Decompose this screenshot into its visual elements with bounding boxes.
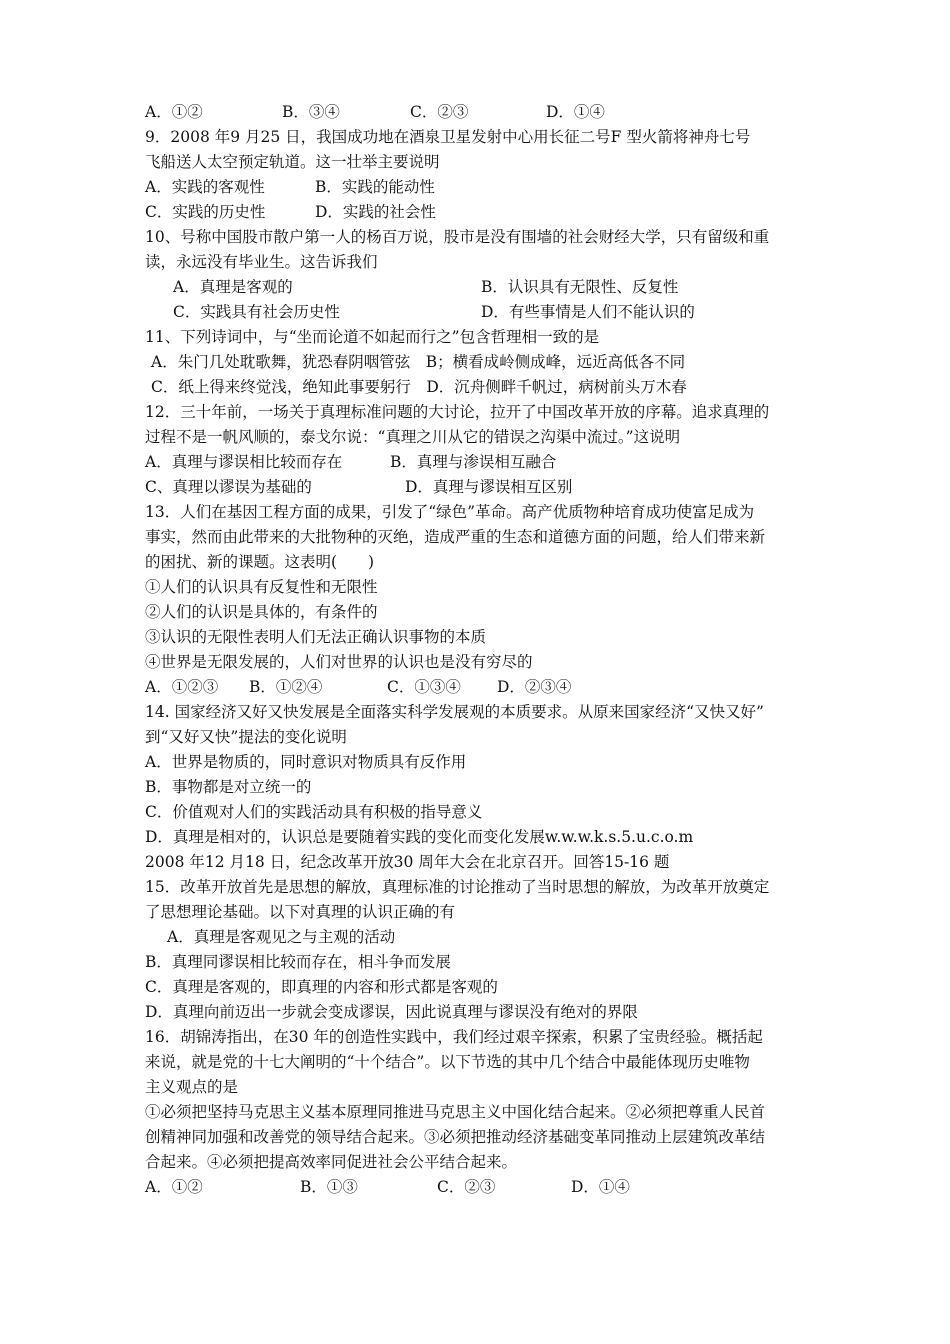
q10-options-ab — [145, 275, 825, 300]
q11-options-ab: A．朱门几处耽歌舞，犹恐春阴咽管弦 B；横看成岭侧成峰，远近高低各不同 — [151, 353, 686, 371]
q8-option-a: A．①② — [145, 103, 203, 121]
q16-stem-line-2: 来说，就是党的十七大阐明的“十个结合”。以下节选的其中几个结合中最能体现历史唯物 — [145, 1053, 750, 1071]
q16-options — [145, 1175, 825, 1200]
q8-option-d: D．①④ — [546, 103, 605, 121]
q9-option-b: B．实践的能动性 — [315, 178, 435, 196]
q8-options — [145, 100, 825, 125]
q8-option-b: B．③④ — [282, 103, 340, 121]
q15-option-d: D．真理向前迈出一步就会变成谬误，因此说真理与谬误没有绝对的界限 — [145, 1003, 638, 1021]
q16-body-line-3: 合起来。④必须把提高效率同促进社会公平结合起来。 — [145, 1153, 518, 1171]
q14-option-a: A．世界是物质的，同时意识对物质具有反作用 — [145, 753, 467, 771]
q9-options-ab — [145, 175, 825, 200]
q13-item-3: ③认识的无限性表明人们无法正确认识事物的本质 — [145, 628, 487, 646]
intro-15-16: 2008 年12 月18 日，纪念改革开放30 周年大会在北京召开。回答15-16 题 — [145, 853, 670, 871]
q9-options-cd — [145, 200, 825, 225]
q11-stem: 11、下列诗词中，与“坐而论道不如起而行之”包含哲理相一致的是 — [145, 328, 600, 346]
q13-item-4: ④世界是无限发展的，人们对世界的认识也是没有穷尽的 — [145, 653, 533, 671]
q16-stem-line-3: 主义观点的是 — [145, 1078, 239, 1096]
q14-option-d: D．真理是相对的，认识总是要随着实践的变化而变化发展w.w.w.k.s.5.u.c.o.m — [145, 828, 694, 846]
q12-option-a: A．真理与谬误相比较而存在 — [145, 453, 343, 471]
q14-option-b: B．事物都是对立统一的 — [145, 778, 312, 796]
q15-option-c: C．真理是客观的，即真理的内容和形式都是客观的 — [145, 978, 498, 996]
q12-stem-line-1: 12．三十年前，一场关于真理标准问题的大讨论，拉开了中国改革开放的序幕。追求真理的 — [145, 403, 770, 421]
q16-body-line-1: ①必须把坚持马克思主义基本原理同推进马克思主义中国化结合起来。②必须把尊重人民首 — [145, 1103, 766, 1121]
q9-option-d: D．实践的社会性 — [315, 203, 436, 221]
question-list — [145, 100, 825, 1200]
q16-option-b: B．①③ — [300, 1178, 358, 1196]
q16-option-c: C．②③ — [437, 1178, 496, 1196]
q12-options-cd — [145, 475, 825, 500]
q12-option-d: D．真理与谬误相互区别 — [405, 478, 573, 496]
q10-options-cd — [145, 300, 825, 325]
q15-option-a: A．真理是客观见之与主观的活动 — [167, 928, 396, 946]
q13-item-2: ②人们的认识是具体的，有条件的 — [145, 603, 378, 621]
q9-option-a: A．实践的客观性 — [145, 178, 265, 196]
q14-option-c: C．价值观对人们的实践活动具有积极的指导意义 — [145, 803, 483, 821]
q10-stem-line-1: 10、号称中国股市散户第一人的杨百万说，股市是没有围墙的社会财经大学，只有留级和重 — [145, 228, 770, 246]
q14-stem-line-2: 到“又好又快”提法的变化说明 — [145, 728, 347, 746]
q13-option-d: D．②③④ — [497, 678, 572, 696]
q9-stem-line-1: 9．2008 年9 月25 日，我国成功地在酒泉卫星发射中心用长征二号F 型火箭将神舟七号 — [145, 128, 751, 146]
q10-stem-line-2: 读，永远没有毕业生。这告诉我们 — [145, 253, 378, 271]
q12-option-c: C、真理以谬误为基础的 — [145, 478, 312, 496]
q15-stem-line-2: 了思想理论基础。以下对真理的认识正确的有 — [145, 903, 456, 921]
q15-stem-line-1: 15．改革开放首先是思想的解放，真理标准的讨论推动了当时思想的解放，为改革开放奠定 — [145, 878, 770, 896]
q13-stem-line-3: 的困扰、新的课题。这表明( ) — [145, 553, 375, 571]
q15-option-b: B．真理同谬误相比较而存在，相斗争而发展 — [145, 953, 451, 971]
q12-options-ab — [145, 450, 825, 475]
q14-stem-line-1: 14. 国家经济又好又快发展是全面落实科学发展观的本质要求。从原来国家经济“又快又好” — [145, 703, 764, 721]
q16-option-d: D．①④ — [571, 1178, 630, 1196]
q13-option-c: C．①③④ — [387, 678, 461, 696]
q16-body-line-2: 创精神同加强和改善党的领导结合起来。③必须把推动经济基础变革同推动上层建筑改革结 — [145, 1128, 766, 1146]
q13-item-1: ①人们的认识具有反复性和无限性 — [145, 578, 378, 596]
q12-option-b: B．真理与渗误相互融合 — [390, 453, 557, 471]
q16-stem-line-1: 16．胡锦涛指出，在30 年的创造性实践中，我们经过艰辛探索，积累了宝贵经验。概括起 — [145, 1028, 763, 1046]
q13-stem-line-1: 13．人们在基因工程方面的成果，引发了“绿色”革命。高产优质物种培育成功使富足成为 — [145, 503, 755, 521]
q10-option-d: D．有些事情是人们不能认识的 — [481, 303, 695, 321]
q12-stem-line-2: 过程不是一帆风顺的，泰戈尔说：“真理之川从它的错误之沟渠中流过。”这说明 — [145, 428, 681, 446]
q10-option-c: C．实践具有社会历史性 — [173, 303, 340, 321]
q9-option-c: C．实践的历史性 — [145, 203, 266, 221]
q13-option-a: A．①②③ — [145, 678, 219, 696]
q13-option-b: B．①②④ — [249, 678, 323, 696]
q8-option-c: C．②③ — [410, 103, 469, 121]
q13-stem-line-2: 事实，然而由此带来的大批物种的灭绝，造成严重的生态和道德方面的问题，给人们带来新 — [145, 528, 766, 546]
q13-options — [145, 675, 825, 700]
q9-stem-line-2: 飞船送人太空预定轨道。这一壮举主要说明 — [145, 153, 440, 171]
q11-options-cd: C．纸上得来终觉浅，绝知此事要躬行 D．沉舟侧畔千帆过，病树前头万木春 — [151, 378, 687, 396]
q10-option-b: B．认识具有无限性、反复性 — [481, 278, 679, 296]
q16-option-a: A．①② — [145, 1178, 203, 1196]
q10-option-a: A．真理是客观的 — [173, 278, 293, 296]
